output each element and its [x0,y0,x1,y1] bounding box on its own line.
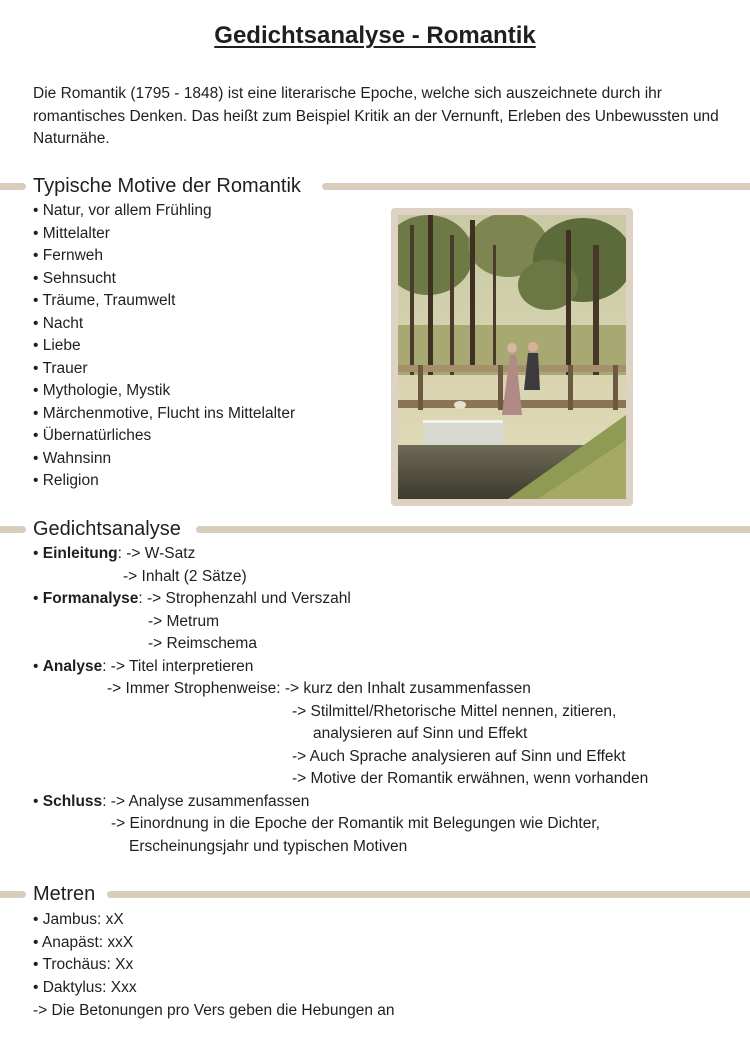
einleitung-label: Einleitung [42,545,118,562]
intro-paragraph: Die Romantik (1795 - 1848) ist eine literarische Epoche, welche sich auszeichnete durch ihr romantisches Denken. Das heißt zum Beispiel Kritik an der Vernunft, Erleben des Unbewussten und Naturnähe. [33,85,719,147]
section-bar-right [196,526,750,533]
analyse-sub: -> Immer Strophenweise: -> kurz den Inhalt zusammenfassen [107,680,531,697]
schluss-sub: -> Einordnung in die Epoche der Romantik mit Belegungen wie Dichter, [111,815,600,832]
section-header-metren [0,879,750,909]
section-heading-motive: Typische Motive der Romantik [33,175,301,197]
list-item: • Mythologie, Mystik [33,382,171,399]
analyse-sub: -> Motive der Romantik erwähnen, wenn vorhanden [292,770,649,787]
list-item: • Anapäst: xxX [33,933,134,951]
formanalyse-label: Formanalyse [42,590,139,607]
analyse-line: • Analyse: -> Titel interpretieren [33,658,254,675]
list-item: • Übernatürliches [33,427,152,444]
formanalyse-sub: -> Metrum [148,613,220,630]
list-item: • Fernweh [33,247,104,264]
romantic-painting-frame [391,208,633,506]
analyse-sub: -> Stilmittel/Rhetorische Mittel nennen, zitieren, [292,703,617,720]
list-item: • Natur, vor allem Frühling [33,202,212,219]
schluss-sub: Erscheinungsjahr und typischen Motiven [129,838,408,855]
metren-note: -> Die Betonungen pro Vers geben die Hebungen an [33,1002,395,1019]
romantic-painting-image [398,215,626,499]
einleitung-sub: -> Inhalt (2 Sätze) [123,568,247,585]
list-item: • Jambus: xX [33,911,124,928]
list-item: • Nacht [33,314,84,332]
section-bar-left [0,183,26,190]
section-header-motive [0,171,750,201]
analyse-label: Analyse [42,658,103,675]
analyse-sub: -> Auch Sprache analysieren auf Sinn und Effekt [292,748,626,765]
page-title: Gedichtsanalyse - Romantik [214,22,536,49]
section-bar-left [0,891,26,898]
metren-list [33,909,137,999]
schluss-line: • Schluss: -> Analyse zusammenfassen [33,793,310,810]
list-item: • Trauer [33,359,88,377]
analyse-sub: analysieren auf Sinn und Effekt [313,725,528,742]
section-heading-metren: Metren [33,883,96,905]
list-item: • Liebe [33,337,81,354]
formanalyse-line: • Formanalyse: -> Strophenzahl und Verszahl [33,590,351,607]
list-item: • Sehnsucht [33,269,116,287]
list-item: • Trochäus: Xx [33,956,134,973]
list-item: • Träume, Traumwelt [33,292,176,309]
section-bar-right [322,183,750,190]
section-heading-analyse: Gedichtsanalyse [33,518,181,540]
list-item: • Wahnsinn [33,449,112,467]
list-item: • Daktylus: Xxx [33,978,137,996]
section-bar-right [107,891,750,898]
motive-list [33,200,295,493]
section-bar-left [0,526,26,533]
einleitung-line: • Einleitung: -> W-Satz [33,545,196,562]
list-item: • Religion [33,472,99,489]
formanalyse-sub: -> Reimschema [148,635,257,652]
list-item: • Märchenmotive, Flucht ins Mittelalter [33,404,296,422]
schluss-label: Schluss [42,793,103,810]
list-item: • Mittelalter [33,224,110,242]
section-header-analyse [0,514,750,544]
